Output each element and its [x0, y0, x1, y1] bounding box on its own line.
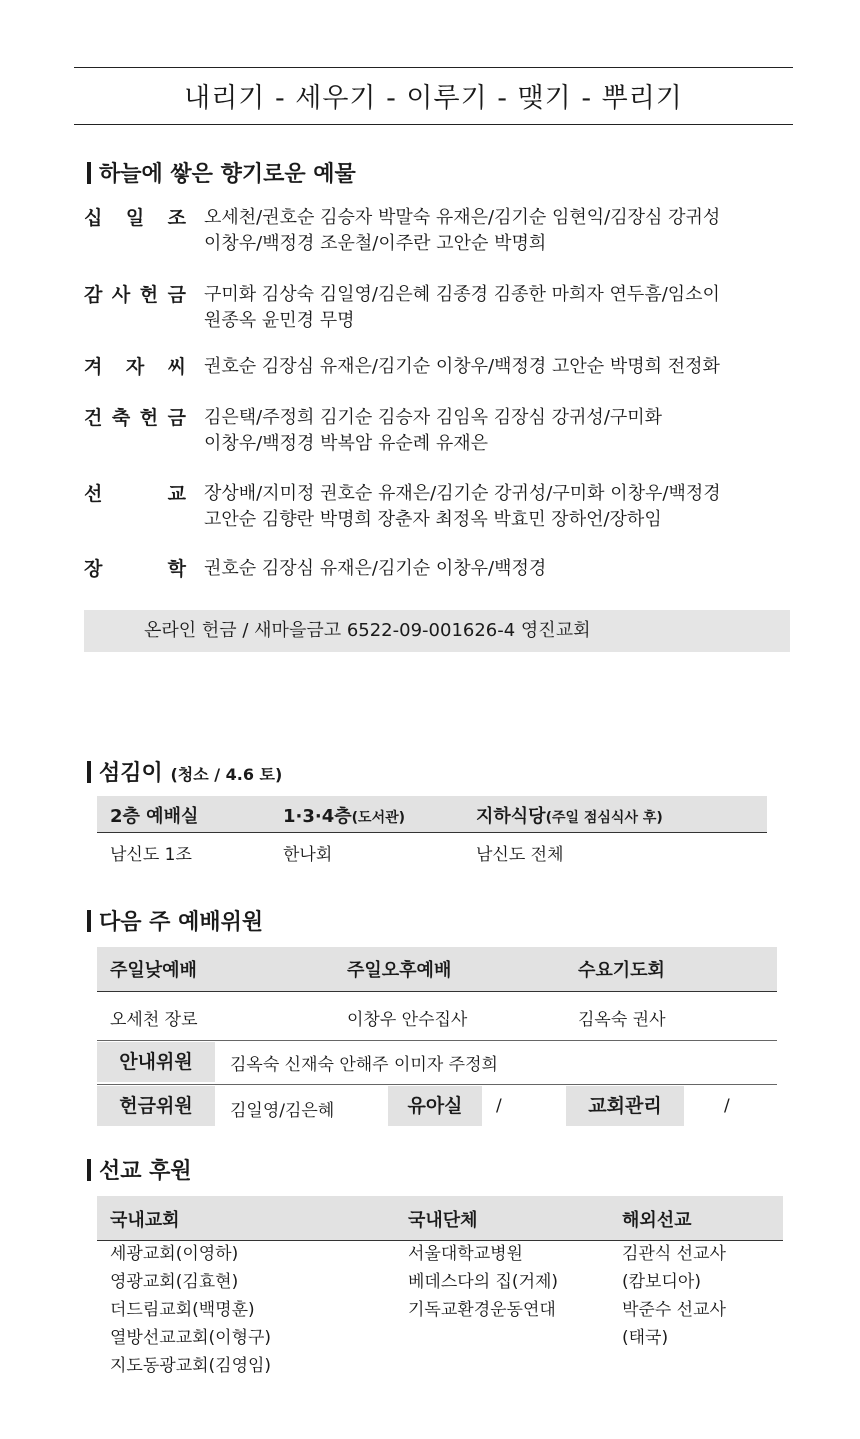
next-week-section-title	[87, 905, 263, 936]
serving-subtitle: (청소 / 4.6 토)	[170, 765, 283, 784]
section-bar-icon	[87, 761, 91, 783]
mission-list-item: 박준수 선교사	[622, 1300, 726, 1320]
section-bar-icon	[87, 910, 91, 932]
offering-label-char: 헌	[139, 407, 159, 429]
offering-names-line: 권호순 김장심 유재은/김기순 이창우/백정경 고안순 박명희 전정화	[204, 356, 720, 377]
offering-row-label	[84, 556, 186, 582]
usher-names: 김옥숙 신재숙 안해주 이미자 주정희	[230, 1055, 498, 1075]
offering-names-line: 고안순 김향란 박명희 장춘자 최정옥 박효민 장하언/장하임	[204, 509, 662, 530]
serving-header-2: 1·3·4층(도서관)	[283, 806, 406, 827]
nursery-label: 유아실	[388, 1086, 482, 1126]
mission-section-title	[87, 1154, 192, 1185]
domestic-orgs-list	[408, 1240, 558, 1324]
offering-label-char: 십	[84, 207, 103, 229]
offering-names-line: 권호순 김장심 유재은/김기순 이창우/백정경	[204, 558, 547, 579]
offering-label-char: 축	[111, 407, 131, 429]
offering-row-label	[84, 405, 186, 431]
header-title: 내리기 - 세우기 - 이루기 - 맺기 - 뿌리기	[184, 83, 683, 114]
offering-row-names	[204, 556, 804, 582]
next-week-header-1: 주일낮예배	[110, 960, 197, 981]
section-bar-icon	[87, 162, 91, 184]
offering-label-char: 감	[84, 284, 103, 306]
mission-list-item: 김관식 선교사	[622, 1244, 726, 1264]
offering-title-text: 하늘에 쌓은 향기로운 예물	[99, 162, 356, 187]
mission-header-2: 국내단체	[408, 1210, 478, 1231]
offering-label-char: 학	[167, 558, 186, 580]
serving-header-3: 지하식당(주일 점심식사 후)	[476, 806, 663, 827]
next-week-title-text: 다음 주 예배위원	[99, 910, 264, 935]
next-week-header-2: 주일오후예배	[347, 960, 452, 981]
usher-label: 안내위원	[97, 1042, 215, 1082]
next-week-row-rule	[97, 1040, 777, 1041]
overseas-mission-list	[622, 1240, 726, 1352]
next-week-value-2: 이창우 안수집사	[347, 1010, 468, 1030]
serving-value-3: 남신도 전체	[476, 845, 564, 865]
serving-table-rule	[97, 832, 767, 833]
offering-label-char: 건	[84, 407, 103, 429]
offering-names-line: 오세천/권호순 김승자 박말숙 유재은/김기순 임현익/김장심 강귀성	[204, 207, 721, 228]
next-week-value-3: 김옥숙 권사	[578, 1010, 666, 1030]
offering-label-char: 사	[111, 284, 131, 306]
mission-list-item: 영광교회(김효현)	[110, 1272, 239, 1292]
offering-committee-label: 헌금위원	[97, 1086, 215, 1126]
serving-section-title	[87, 756, 282, 787]
mission-header-1: 국내교회	[110, 1210, 180, 1231]
offering-section-title	[87, 157, 356, 188]
next-week-value-1: 오세천 장로	[110, 1010, 198, 1030]
offering-label-char: 헌	[139, 284, 159, 306]
offering-names-line: 김은택/주정희 김기순 김승자 김임옥 김장심 강귀성/구미화	[204, 407, 663, 428]
mission-list-item: 열방선교교회(이형구)	[110, 1328, 272, 1348]
offering-row-names	[204, 205, 804, 257]
offering-label-char: 일	[125, 207, 145, 229]
offering-names-line: 원종옥 윤민경 무명	[204, 310, 355, 331]
mission-title-text: 선교 후원	[99, 1159, 192, 1184]
header-bottom-rule	[74, 124, 793, 125]
usher-row-rule	[97, 1084, 777, 1085]
offering-label-char: 겨	[84, 356, 103, 378]
offering-label-char: 장	[84, 558, 103, 580]
offering-label-char: 금	[167, 284, 186, 306]
serving-header-1: 2층 예배실	[110, 806, 199, 827]
offering-row-names	[204, 481, 804, 533]
church-management-label: 교회관리	[566, 1086, 684, 1126]
mission-list-item: 서울대학교병원	[408, 1244, 523, 1264]
nursery-value: /	[496, 1096, 502, 1116]
mission-list-item: 베데스다의 집(거제)	[408, 1272, 559, 1292]
offering-label-char: 선	[84, 483, 103, 505]
offering-label-char: 씨	[167, 356, 186, 378]
offering-committee-names: 김일영/김은혜	[230, 1101, 335, 1121]
mission-header-3: 해외선교	[622, 1210, 692, 1231]
offering-row-names	[204, 354, 804, 380]
offering-names-line: 이창우/백정경 조운철/이주란 고안순 박명희	[204, 233, 547, 254]
serving-value-2: 한나회	[283, 845, 333, 865]
offering-names-line: 구미화 김상숙 김일영/김은혜 김종경 김종한 마희자 연두흠/임소이	[204, 284, 720, 305]
domestic-churches-list	[110, 1240, 271, 1380]
next-week-header-3: 수요기도회	[578, 960, 665, 981]
online-offering-text: 온라인 헌금 / 새마을금고 6522-09-001626-4 영진교회	[144, 620, 591, 641]
offering-row-label	[84, 282, 186, 308]
serving-value-1: 남신도 1조	[110, 845, 192, 865]
offering-row-names	[204, 405, 804, 457]
mission-list-item: (태국)	[622, 1328, 669, 1348]
header-top-rule	[74, 67, 793, 68]
next-week-header-rule	[97, 991, 777, 992]
mission-list-item: 더드림교회(백명훈)	[110, 1300, 255, 1320]
offering-names-line: 장상배/지미정 권호순 유재은/김기순 강귀성/구미화 이창우/백정경	[204, 483, 721, 504]
offering-label-char: 금	[167, 407, 186, 429]
offering-row-label	[84, 481, 186, 507]
section-bar-icon	[87, 1159, 91, 1181]
offering-label-char: 교	[167, 483, 186, 505]
offering-names-line: 이창우/백정경 박복암 유순례 유재은	[204, 433, 489, 454]
serving-title-text: 섬김이	[99, 761, 163, 786]
offering-label-char: 조	[167, 207, 186, 229]
offering-row-label	[84, 205, 186, 231]
church-management-value: /	[724, 1096, 730, 1116]
offering-row-label	[84, 354, 186, 380]
mission-list-item: 세광교회(이영하)	[110, 1244, 239, 1264]
online-offering-box	[84, 610, 790, 652]
mission-list-item: 기독교환경운동연대	[408, 1300, 556, 1320]
offering-row-names	[204, 282, 804, 334]
mission-list-item: 지도동광교회(김영임)	[110, 1356, 272, 1376]
mission-list-item: (캄보디아)	[622, 1272, 701, 1292]
offering-label-char: 자	[125, 356, 145, 378]
